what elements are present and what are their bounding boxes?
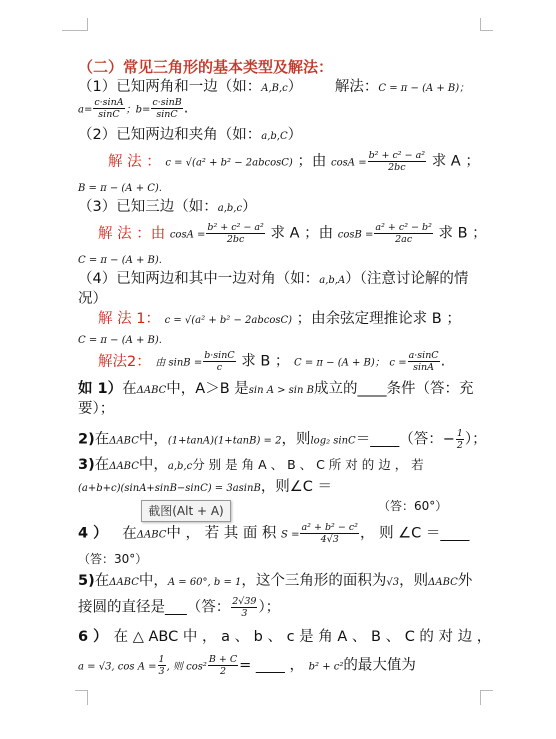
q5-ans-den: 3: [241, 608, 248, 619]
q3-label: 3): [78, 457, 95, 473]
q6-cos-fraction: [208, 654, 238, 677]
q3-text3: 分 别 是 角 A 、 B 、 C 所 对 的 边 ， 若: [192, 457, 424, 472]
case3-den-b: 2ac: [395, 234, 413, 245]
q4-fraction: [300, 522, 359, 545]
q6-text1: 在 △ ABC 中 ， a 、 b 、 c 是 角 A 、 B 、 C 的 对 边 ，: [113, 629, 492, 645]
q2-text3: ，则: [281, 431, 311, 448]
case4-c-lhs: c =: [389, 357, 407, 369]
q5-tri2: ΔABC: [428, 577, 458, 588]
case1-label: （1）已知两角和一边（如：: [78, 79, 262, 95]
q1-cond: sin A > sin B: [248, 385, 314, 396]
case2-method: 解 法 ：: [108, 153, 161, 170]
corner-mark-top-left-line: [62, 30, 87, 31]
q2-ans-den: 2: [456, 440, 463, 451]
case2-den: 2bc: [388, 162, 406, 173]
corner-mark-bottom-right: [480, 690, 493, 705]
q2-answer-fraction: [456, 428, 464, 451]
case2-mid: ；由: [297, 153, 327, 170]
case2-close: ）: [287, 127, 303, 143]
q5-text1: 在: [94, 573, 110, 589]
case4-end: .: [440, 353, 446, 370]
case3-tail-b: 求 B ；: [438, 225, 487, 242]
corner-mark-bottom-left: [75, 690, 88, 705]
q4-answer: （答：30°）: [78, 552, 148, 566]
case3-c-line: [78, 250, 514, 270]
case2-line: [78, 126, 514, 146]
q5-ans-num: 2√39: [232, 596, 257, 607]
case4-formula1b: C = π − (A + B).: [78, 335, 162, 346]
case4-formula1: c = √(a² + b² − 2abcosC): [164, 315, 293, 326]
q4-tri: ΔABC: [136, 529, 167, 541]
case4-mid1: ；由余弦定理推论求 B ；: [296, 311, 461, 327]
q2-text5: ）；: [464, 431, 487, 448]
q5-text3: ，这个三角形的面积为: [241, 573, 387, 589]
q4-text3: ， 则 ∠C ＝____: [359, 525, 470, 542]
q5-area: √3: [386, 577, 400, 588]
q1-tri: ΔABC: [136, 385, 167, 396]
q6-c-num: B + C: [208, 654, 238, 665]
case4-line2: [78, 290, 514, 308]
q5-label: 5): [78, 573, 95, 589]
q3-line: [78, 456, 514, 476]
case3-label: （3）已知三边（如：: [78, 199, 218, 215]
case4-sin-tail: 求 B ；: [241, 353, 290, 370]
case3-given: a,b,c: [217, 203, 243, 214]
case4-c-formula: C = π − (A + B)；: [294, 357, 385, 369]
case1-formula-line: [78, 97, 514, 120]
case3-fraction-b: [374, 222, 433, 245]
q2-label: 2): [78, 431, 95, 448]
q3-answer-line: [378, 497, 514, 515]
case4-label: （4）已知两边和其中一边对角（如：: [78, 271, 320, 287]
q6-label: 6 ）: [78, 629, 108, 645]
q4-text2: 中 ， 若 其 面 积: [166, 525, 277, 542]
q6-line2: [78, 654, 514, 677]
q5-line: [78, 572, 514, 592]
case1-formula: C = π − (A + B)；: [378, 83, 470, 94]
case4-sin-lhs: 由 sinB =: [155, 357, 203, 369]
q3-answer: （答：60°）: [378, 499, 448, 513]
q4-line: [78, 522, 514, 545]
case2-tail: 求 A ；: [431, 153, 480, 170]
q2-text2: 中，: [138, 431, 168, 448]
case3-cosA: cosA =: [169, 229, 206, 241]
q6-text2: , 则 cos²: [166, 661, 207, 673]
q5-text4: ，则: [399, 573, 429, 589]
case1-b-num: c·sinB: [152, 97, 182, 108]
case4-label2: 况）: [78, 291, 107, 307]
q1-text1: 在: [122, 381, 137, 397]
q5-text7: ）；: [258, 599, 281, 616]
q4-answer-line: [78, 550, 514, 568]
q1-line: [78, 380, 514, 400]
case3-num-a: b² + c² − a²: [207, 222, 264, 233]
case4-method2-line: [78, 350, 514, 373]
q3-vars: a,b,c: [167, 461, 193, 472]
case2-cosA: cosA =: [331, 157, 367, 169]
q6-given: a = √3, cos A =: [78, 661, 157, 673]
q2-text1: 在: [94, 431, 110, 448]
case4-method2: 解法2：: [98, 353, 151, 370]
q5-tri: ΔABC: [109, 577, 139, 588]
case4-method1-line: [78, 310, 514, 330]
case2-b-line: [78, 178, 514, 198]
q4-label: 4 ）: [78, 525, 108, 542]
case1-method: 解法：: [334, 79, 379, 95]
case4-sin-num: b·sinC: [204, 350, 235, 361]
case1-b-fraction: [151, 97, 182, 120]
q1-text4: 要）；: [78, 401, 115, 417]
case2-num: b² + c² − a²: [368, 150, 426, 161]
q6-line: [78, 628, 514, 646]
q3-text1: 在: [94, 457, 110, 473]
case1-b-lhs: ；b=: [125, 104, 151, 116]
case3-den-a: 2bc: [226, 234, 245, 245]
case4-given: a,b,A: [319, 275, 346, 286]
case1-b-den: sinC: [156, 109, 178, 120]
case2-method-line: [78, 150, 514, 173]
case3-method-line: [78, 222, 514, 245]
case1-line: [78, 78, 514, 98]
q4-s-lhs: S =: [281, 529, 300, 541]
case2-given: a,b,C: [261, 131, 288, 142]
case1-a-den: sinC: [98, 109, 120, 120]
case2-formula-b: B = π − (A + C).: [78, 183, 162, 194]
q3-line2: [78, 478, 514, 498]
q6-text3: = ____ ，: [239, 657, 304, 674]
q2-ans-num: 1: [456, 428, 463, 439]
q2-expr: (1+tanA)(1+tanB) = 2: [167, 435, 282, 447]
q6-g-den: 3: [158, 666, 165, 677]
q6-text4: b² + c²: [308, 661, 344, 673]
q1-text2: 中，A＞B 是: [166, 381, 249, 397]
case2-formula-c: c = √(a² + b² − 2abcosC): [165, 157, 293, 169]
q2-line: [78, 428, 514, 451]
case1-given: A,B,c: [261, 83, 288, 94]
case4-close: ）（注意讨论解的情: [345, 271, 469, 287]
q6-given-fraction: [158, 654, 166, 677]
q2-text4: ＝____（答：−: [355, 431, 455, 448]
q4-den: 4√3: [320, 534, 339, 545]
case3-method: 解 法 ：由: [98, 225, 166, 242]
screenshot-tooltip[interactable]: 截图(Alt + A): [141, 500, 231, 522]
case1-end: .: [183, 100, 189, 117]
q2-log: log₂ sinC: [310, 435, 356, 447]
q4-num: a² + b² − c²: [301, 522, 358, 533]
case4-line: [78, 270, 514, 290]
case4-formula1b-line: [78, 330, 514, 350]
case2-label: （2）已知两边和夹角（如：: [78, 127, 262, 143]
q5-text6: 接圆的直径是___（答：: [78, 599, 231, 616]
corner-mark-top-right: [480, 18, 493, 31]
case1-close: ）: [287, 79, 303, 95]
q3-text4: ，则∠C ＝: [260, 479, 333, 495]
case4-c-fraction: [408, 350, 440, 373]
q2-tri: ΔABC: [109, 435, 139, 447]
q6-g-num: 1: [158, 654, 165, 665]
q5-answer-fraction: [231, 596, 257, 619]
q5-text2: 中，: [138, 573, 168, 589]
q6-c-den: 2: [219, 666, 227, 677]
case3-num-b: a² + c² − b²: [375, 222, 432, 233]
case1-a-lhs: a=: [78, 104, 93, 116]
case3-close: ）: [242, 199, 257, 215]
q1-label: 如 1）: [78, 381, 123, 397]
case3-formula-c: C = π − (A + B).: [78, 255, 162, 266]
case4-c-num: a·sinC: [408, 350, 439, 361]
q3-text2: 中，: [138, 457, 168, 473]
q5-text5: 外: [457, 573, 473, 589]
q1-line2: [78, 400, 514, 418]
q5-given: A = 60°, b = 1: [167, 577, 242, 588]
case4-c-den: sinA: [413, 362, 435, 373]
q1-text3: 成立的____条件（答：充: [313, 381, 474, 397]
case4-sin-den: c: [216, 362, 223, 373]
case3-cosB: cosB =: [337, 229, 374, 241]
case3-tail-a: 求 A ；由: [270, 225, 334, 242]
case4-method1: 解 法 1：: [98, 311, 160, 327]
section-title: （二）常见三角形的基本类型及解法：: [78, 58, 334, 76]
q3-expr: (a+b+c)(sinA+sinB−sinC) = 3asinB: [78, 483, 261, 494]
case3-fraction-a: [206, 222, 265, 245]
q5-line2: [78, 596, 514, 619]
case4-sin-fraction: [203, 350, 235, 373]
case2-fraction: [368, 150, 427, 173]
case1-a-fraction: [93, 97, 124, 120]
case1-a-num: c·sinA: [94, 97, 124, 108]
q6-text5: 的最大值为: [343, 657, 416, 674]
case3-line: [78, 198, 514, 218]
q4-text1: 在: [122, 525, 137, 542]
q3-tri: ΔABC: [109, 461, 139, 472]
